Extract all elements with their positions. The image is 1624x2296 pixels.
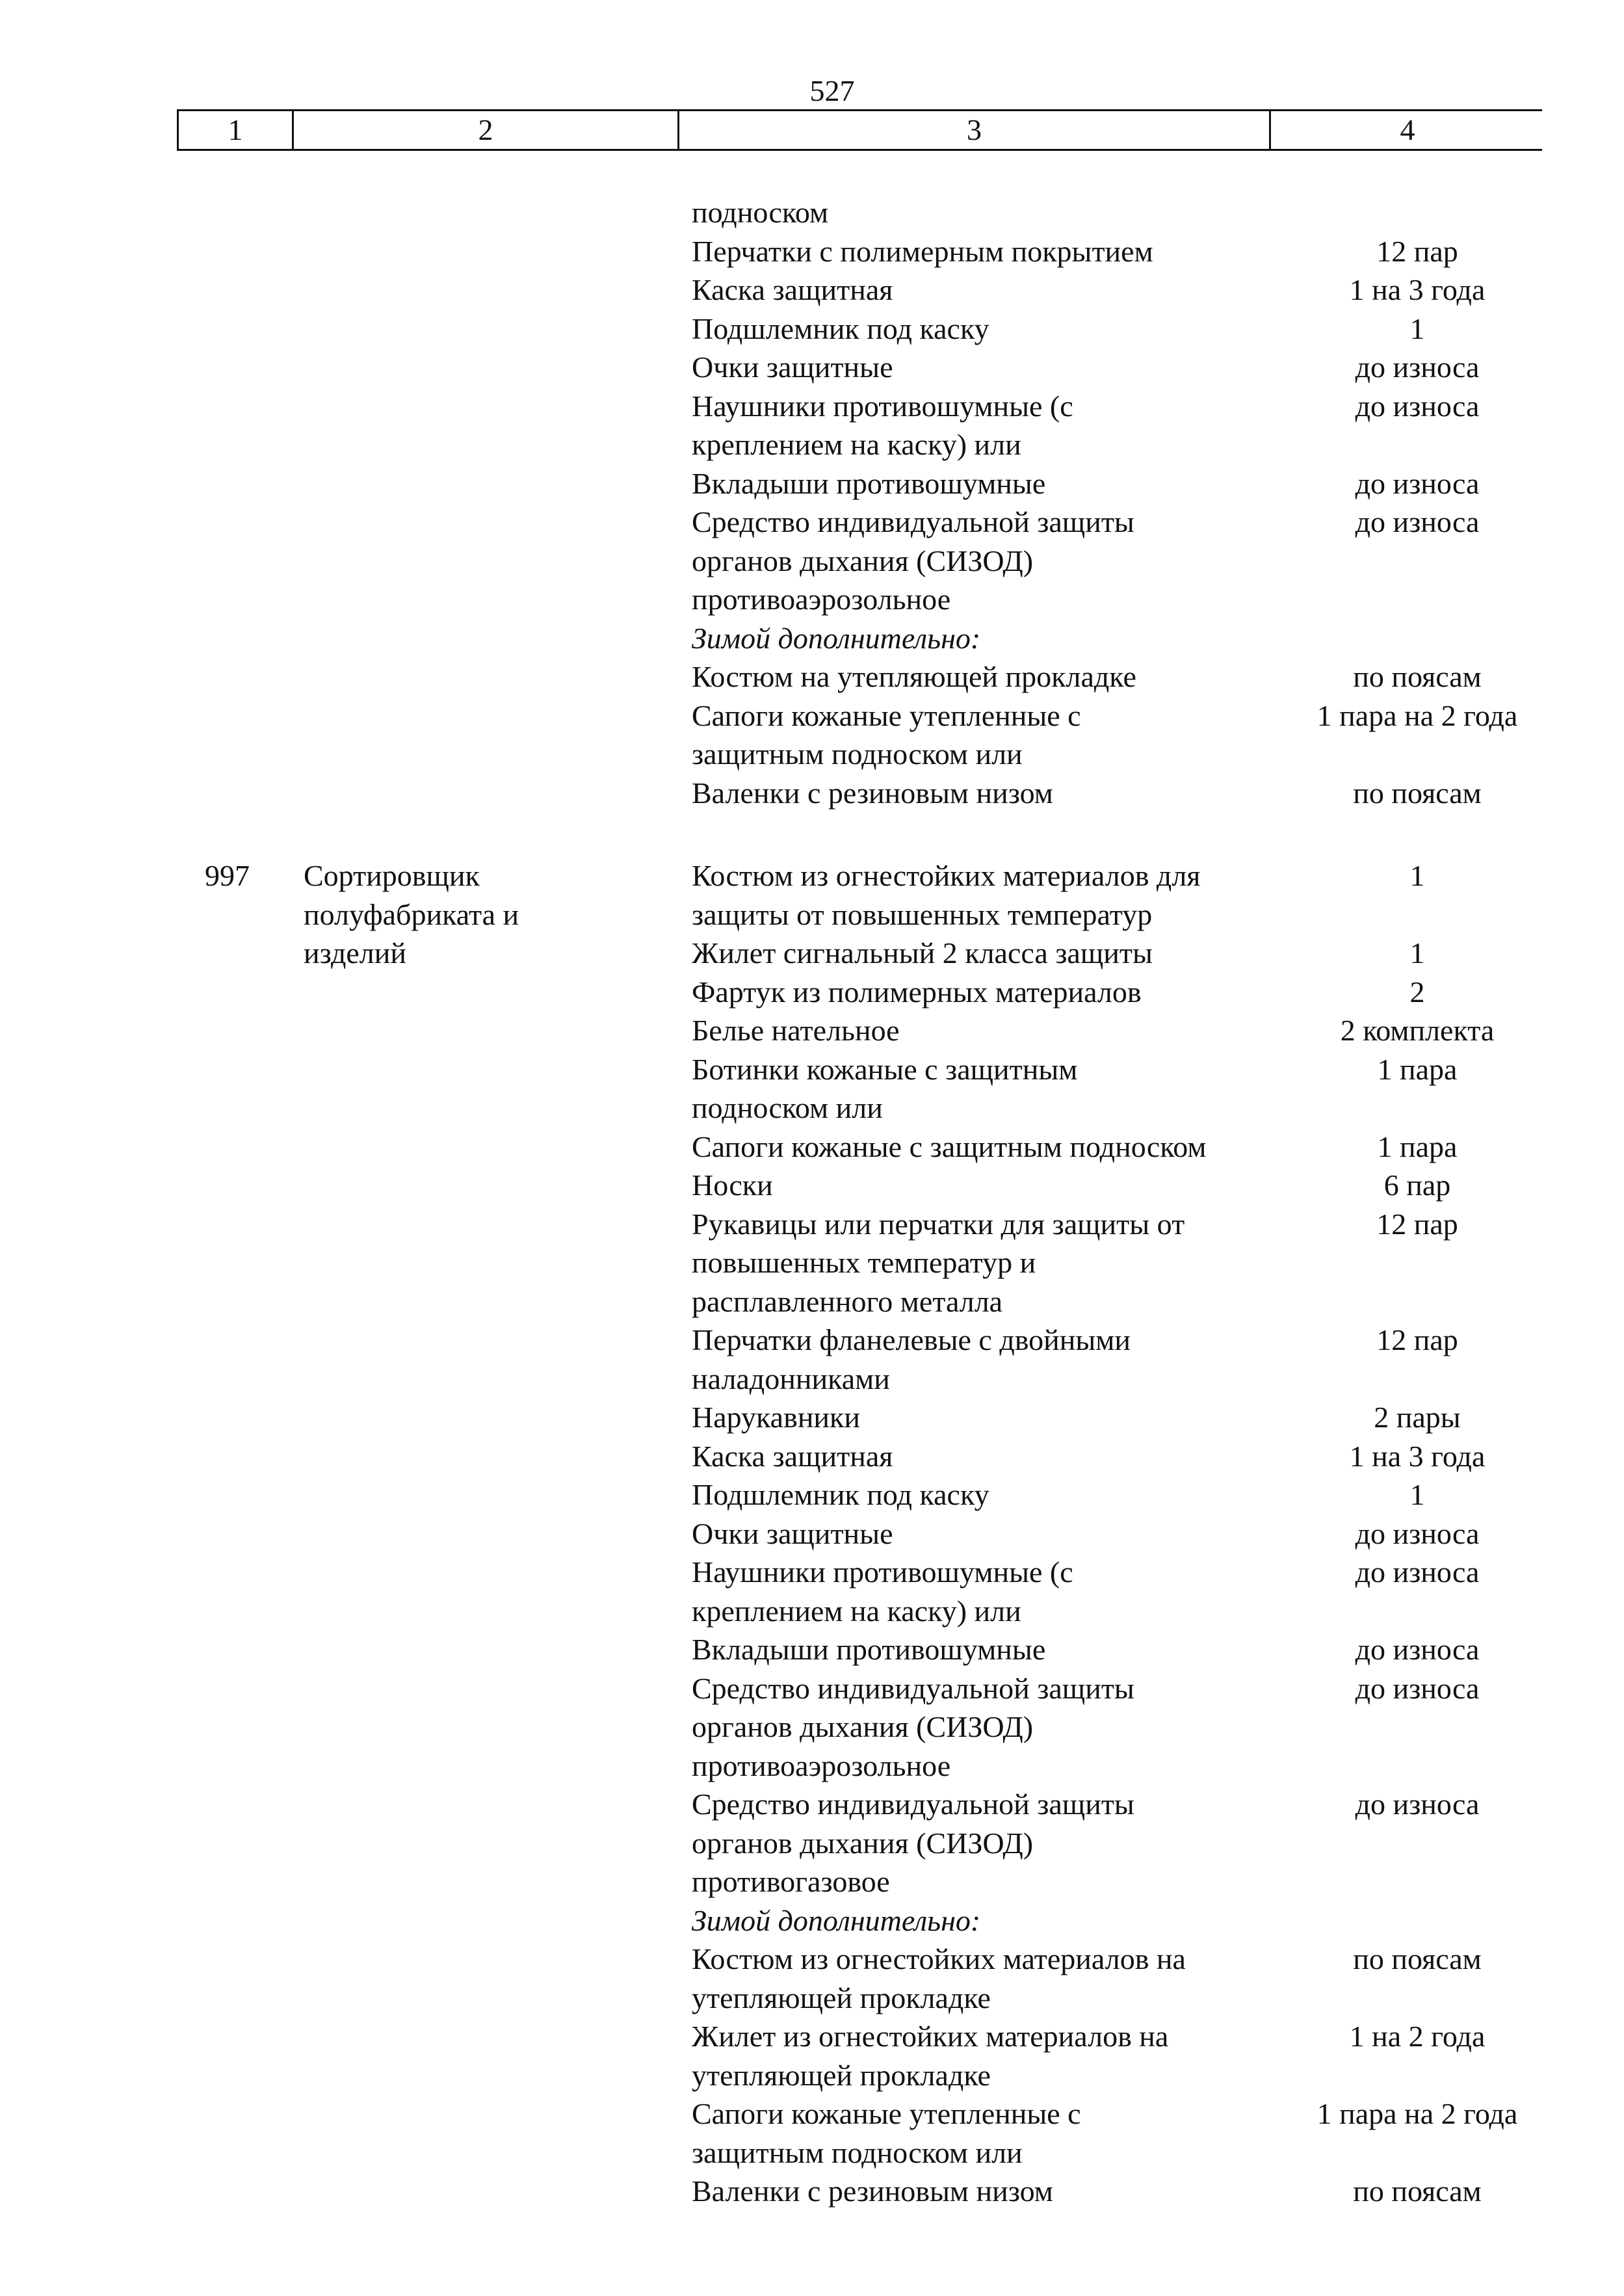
item-name-line: Костюм из огнестойких материалов для: [692, 859, 1201, 892]
header-col-1: 1: [179, 111, 294, 149]
item-name-line: Валенки с резиновым низом: [692, 2174, 1053, 2208]
header-col-3: 3: [679, 111, 1271, 149]
item-name-line: Подшлемник под каску: [692, 311, 989, 345]
item-norm: до износа: [1355, 1671, 1480, 1705]
item-name-line: органов дыхания (СИЗОД): [692, 1710, 1034, 1743]
item-name-line: Валенки с резиновым низом: [692, 776, 1053, 810]
item-name-line: креплением на каску) или: [692, 428, 1021, 461]
item-norm: 12 пар: [1376, 1323, 1458, 1356]
item-norm: по поясам: [1353, 660, 1482, 693]
item-name-line: Подшлемник под каску: [692, 1478, 989, 1511]
item-name-line: Ботинки кожаные с защитным: [692, 1052, 1078, 1086]
item-name-line: Фартук из полимерных материалов: [692, 975, 1142, 1009]
item-norm: 1 пара: [1377, 1052, 1458, 1086]
item-name-line: Сапоги кожаные утепленные с: [692, 698, 1081, 732]
item-name-line: утепляющей прокладке: [692, 2058, 991, 2092]
item-norm: 1 на 2 года: [1349, 2020, 1486, 2053]
item-name-line: органов дыхания (СИЗОД): [692, 1826, 1034, 1860]
item-norm: 1: [1409, 1478, 1425, 1511]
item-name-line: подноском: [692, 196, 829, 229]
item-norm: до износа: [1355, 1633, 1480, 1666]
item-name-line: утепляющей прокладке: [692, 1981, 991, 2014]
item-norm: до износа: [1355, 466, 1480, 500]
item-name-line: наладонниками: [692, 1362, 890, 1395]
item-norm: 6 пар: [1383, 1168, 1451, 1202]
item-norm: 12 пар: [1376, 234, 1458, 268]
item-name-line: противоаэрозольное: [692, 1748, 951, 1782]
page-number: 527: [809, 74, 855, 107]
item-name-line: Сапоги кожаные с защитным подноском: [692, 1129, 1207, 1163]
item-name-line: Перчатки с полимерным покрытием: [692, 234, 1153, 268]
item-name-line: Вкладыши противошумные: [692, 1633, 1046, 1666]
item-norm: 2 комплекта: [1340, 1014, 1495, 1047]
item-name-line: Каска защитная: [692, 1439, 893, 1473]
item-norm: 1: [1409, 311, 1425, 345]
header-col-2: 2: [294, 111, 679, 149]
item-name-line: Носки: [692, 1168, 773, 1202]
item-name-line: повышенных температур и: [692, 1246, 1036, 1279]
item-name-line: Средство индивидуальной защиты: [692, 505, 1134, 538]
item-name-line: защитным подноском или: [692, 737, 1023, 771]
item-norm: 1 на 3 года: [1349, 273, 1486, 306]
item-name-line: защитным подноском или: [692, 2135, 1023, 2169]
item-name-line: Наушники противошумные (с: [692, 389, 1073, 423]
item-name-line: Вкладыши противошумные: [692, 466, 1046, 500]
item-name-line: Костюм на утепляющей прокладке: [692, 660, 1136, 693]
item-name-line: подноском или: [692, 1091, 883, 1124]
item-norm: 1 пара на 2 года: [1316, 698, 1518, 732]
profession-name-line: полуфабриката и: [304, 897, 519, 931]
item-norm: 1: [1409, 936, 1425, 970]
item-norm: 12 пар: [1376, 1207, 1458, 1241]
item-norm: 1: [1409, 859, 1425, 892]
item-name-line: Каска защитная: [692, 273, 893, 306]
item-name-line: Наушники противошумные (с: [692, 1555, 1073, 1589]
item-norm: до износа: [1355, 1555, 1480, 1589]
item-name-line: Очки защитные: [692, 1516, 893, 1550]
item-name-line: Средство индивидуальной защиты: [692, 1788, 1134, 1821]
item-name-line: креплением на каску) или: [692, 1594, 1021, 1628]
item-norm: до износа: [1355, 350, 1480, 384]
item-norm: до износа: [1355, 389, 1480, 423]
item-name-line: противогазовое: [692, 1865, 890, 1898]
item-name-line: Костюм из огнестойких материалов на: [692, 1942, 1186, 1975]
item-norm: 1 пара на 2 года: [1316, 2097, 1518, 2130]
item-norm: 1 на 3 года: [1349, 1439, 1486, 1473]
item-name-line: Очки защитные: [692, 350, 893, 384]
item-name-line: Перчатки фланелевые с двойными: [692, 1323, 1131, 1356]
item-norm: по поясам: [1353, 1942, 1482, 1975]
item-name-line: Белье нательное: [692, 1014, 900, 1047]
entry-number: 997: [205, 859, 250, 892]
item-name-line: Рукавицы или перчатки для защиты от: [692, 1207, 1185, 1241]
item-name-line: расплавленного металла: [692, 1284, 1003, 1318]
header-col-4: 4: [1400, 113, 1415, 146]
item-name-line: Средство индивидуальной защиты: [692, 1671, 1134, 1705]
item-name-line: Жилет сигнальный 2 класса защиты: [692, 936, 1153, 970]
item-norm: до износа: [1355, 505, 1480, 538]
section-note: Зимой дополнительно:: [692, 621, 981, 655]
item-name-line: противоаэрозольное: [692, 583, 951, 616]
item-norm: 1 пара: [1377, 1129, 1458, 1163]
item-name-line: Жилет из огнестойких материалов на: [692, 2020, 1169, 2053]
item-norm: 2 пары: [1374, 1401, 1461, 1434]
item-norm: по поясам: [1353, 2174, 1482, 2208]
section-note: Зимой дополнительно:: [692, 1903, 981, 1937]
table-header: [177, 109, 1542, 151]
item-name-line: органов дыхания (СИЗОД): [692, 544, 1034, 577]
item-name-line: защиты от повышенных температур: [692, 897, 1153, 931]
item-norm: по поясам: [1353, 776, 1482, 810]
profession-name-line: Сортировщик: [304, 859, 480, 892]
item-name-line: Сапоги кожаные утепленные с: [692, 2097, 1081, 2130]
profession-name-line: изделий: [304, 936, 406, 970]
item-norm: до износа: [1355, 1516, 1480, 1550]
item-norm: до износа: [1355, 1788, 1480, 1821]
item-name-line: Нарукавники: [692, 1401, 861, 1434]
item-norm: 2: [1409, 975, 1425, 1009]
